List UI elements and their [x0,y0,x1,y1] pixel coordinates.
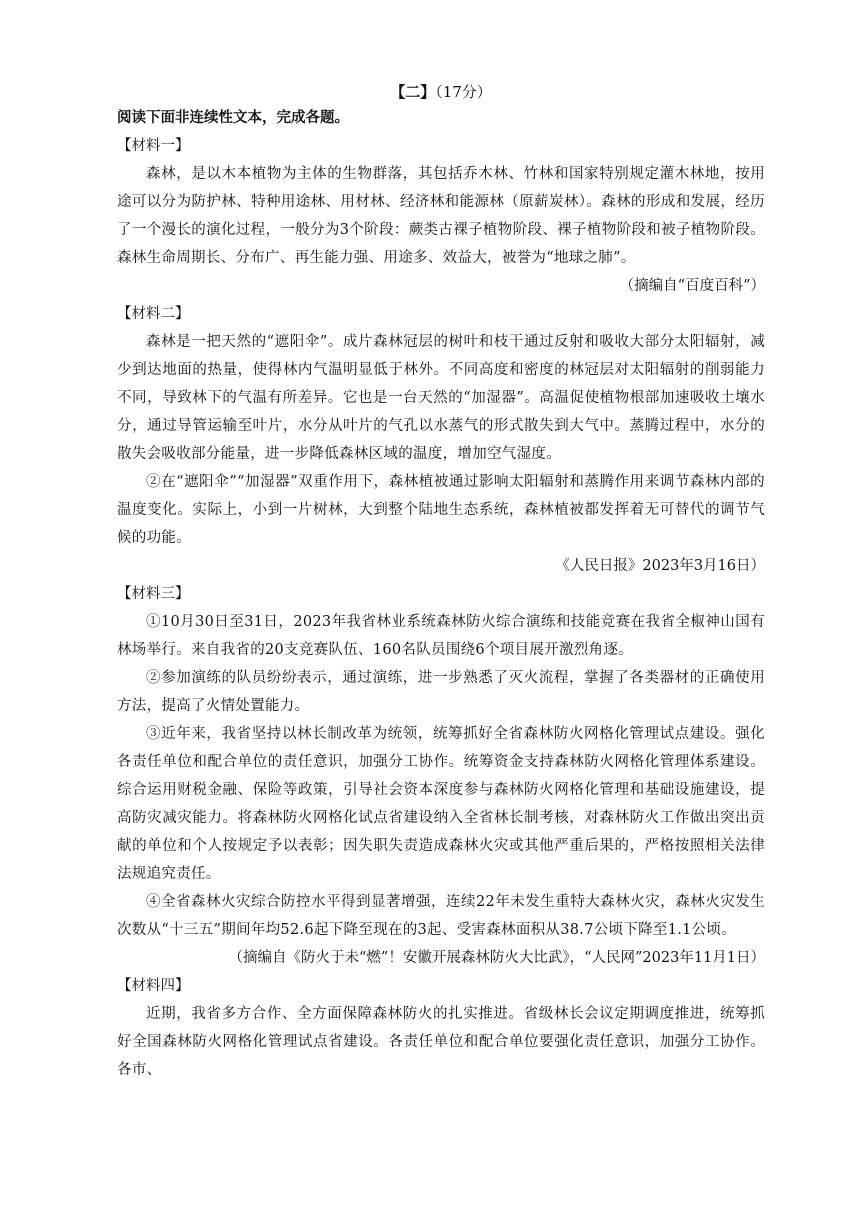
material-paragraph: ②在“遮阳伞”“加湿器”双重作用下，森林植被通过影响太阳辐射和蒸腾作用来调节森林内部的温度变化。实际上，小到一片树林，大到整个陆地生态系统，森林植被都发挥着无可替代的调节气候的功能。 [117,474,765,546]
material-paragraph: ②参加演练的队员纷纷表示，通过演练，进一步熟悉了灭火流程，掌握了各类器材的正确使用方法，提高了火情处置能力。 [117,670,765,714]
material-paragraph: ④全省森林火灾综合防控水平得到显著增强，连续22年未发生重特大森林火灾，森林火灾发生次数从“十三五”期间年均52.6起下降至现在的3起、受害森林面积从38.7公顷下降至1.1公顷。 [117,894,765,938]
section-points: （17分） [435,83,492,101]
material-paragraph: ①10月30日至31日，2023年我省林业系统森林防火综合演练和技能竞赛在我省全椒神山国有林场举行。来自我省的20支竞赛队伍、160名队员围绕6个项目展开激烈角逐。 [117,614,765,658]
material-paragraph: ③近年来，我省坚持以林长制改革为统领，统筹抓好全省森林防火网格化管理试点建设。强化各责任单位和配合单位的责任意识，加强分工协作。统筹资金支持森林防火网格化管理体系建设。综合运用财税金融、保险等政策，引导社会资本深度参与森林防火网格化管理和基础设施建设，提高防灾减灾能力。将森林防火网格化试点省建设纳入全省林长制考核，对森林防火工作做出突出贡献的单位和个人按规定予以表彰；因失职失责造成森林火灾或其他严重后果的，严格按照相关法律法规追究责任。 [117,726,765,882]
material-paragraph: 森林，是以木本植物为主体的生物群落，其包括乔木林、竹林和国家特别规定灌木林地，按用途可以分为防护林、特种用途林、用材林、经济林和能源林（原薪炭林）。森林的形成和发展，经历了一个漫长的演化过程，一般分为3个阶段：蕨类古裸子植物阶段、裸子植物阶段和被子植物阶段。森林生命周期长、分布广、再生能力强、用途多、效益大，被誉为“地球之肺”。 [117,166,765,266]
material-source: （摘编自《防火于未“燃”！安徽开展森林防火大比武》，“人民网”2023年11月1日） [228,950,765,966]
material-paragraph: 近期，我省多方合作、全方面保障森林防火的扎实推进。省级林长会议定期调度推进，统筹抓好全国森林防火网格化管理试点省建设。各责任单位和配合单位要强化责任意识，加强分工协作。各市、 [117,1006,765,1078]
material-heading: 【材料四】 [117,978,190,994]
section-number: 【二】 [390,83,436,101]
material-heading: 【材料三】 [117,586,190,602]
instruction: 阅读下面非连续性文本，完成各题。 [117,110,349,126]
material-source: 《人民日报》2023年3月16日） [555,558,765,574]
section-title [117,80,765,104]
document-body [117,80,765,1084]
material-heading: 【材料一】 [117,138,190,154]
material-source: （摘编自“百度百科”） [619,278,765,294]
material-paragraph: 森林是一把天然的“遮阳伞”。成片森林冠层的树叶和枝干通过反射和吸收大部分太阳辐射，减少到达地面的热量，使得林内气温明显低于林外。不同高度和密度的林冠层对太阳辐射的削弱能力不同，导致林下的气温有所差异。它也是一台天然的“加湿器”。高温促使植物根部加速吸收土壤水分，通过导管运输至叶片，水分从叶片的气孔以水蒸气的形式散失到大气中。蒸腾过程中，水分的散失会吸收部分能量，进一步降低森林区域的温度，增加空气湿度。 [117,334,765,462]
material-heading: 【材料二】 [117,306,190,322]
